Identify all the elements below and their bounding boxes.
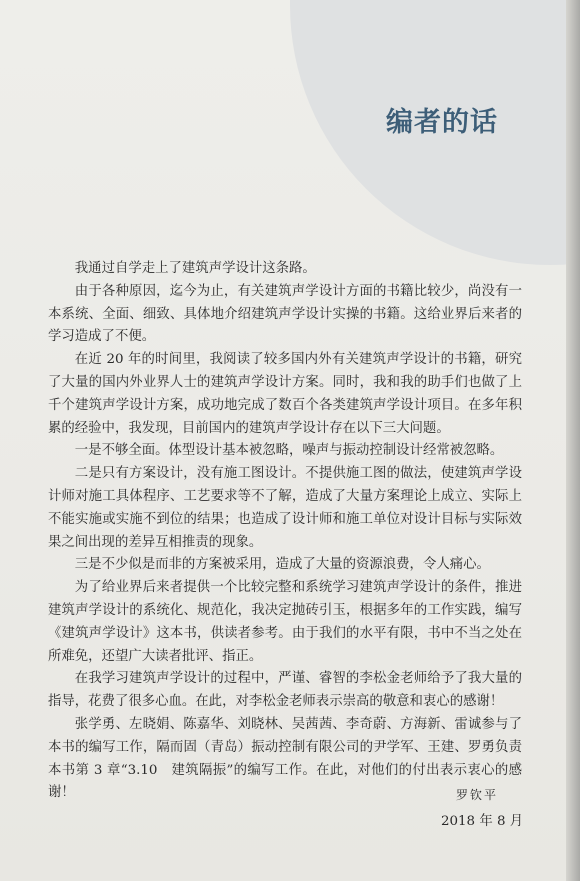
paragraph-8: 在我学习建筑声学设计的过程中，严谨、睿智的李松金老师给予了我大量的指导，花费了很多心血。在此，对李松金老师表示崇高的敬意和衷心的感谢！: [48, 671, 522, 710]
paragraph-6: 三是不少似是而非的方案被采用，造成了大量的资源浪费，令人痛心。: [74, 557, 490, 573]
preface-body: [48, 258, 522, 805]
page-title: 编者的话: [386, 107, 498, 138]
signature-date: 2018 年 8 月: [441, 814, 524, 829]
paragraph-2: 由于各种原因，迄今为止，有关建筑声学设计方面的书籍比较少，尚没有一本系统、全面、细致、具体地介绍建筑声学设计实操的书籍。这给业界后来者的学习造成了不便。: [48, 283, 522, 345]
paragraph-4: 一是不够全面。体型设计基本被忽略，噪声与振动控制设计经常被忽略。: [74, 443, 504, 459]
paragraph-7: 为了给业界后来者提供一个比较完整和系统学习建筑声学设计的条件，推进建筑声学设计的系统化、规范化，我决定抛砖引玉，根据多年的工作实践，编写《建筑声学设计》这本书，供读者参考。由于我们的水平有限，书中不当之处在所难免，还望广大读者批评、指正。: [48, 580, 522, 664]
paragraph-5: 二是只有方案设计，没有施工图设计。不提供施工图的做法，使建筑声学设计师对施工具体程序、工艺要求等不了解，造成了大量方案理论上成立、实际上不能实施或实施不到位的结果；也造成了设计师和施工单位对设计目标与实际效果之间出现的差异互相推责的现象。: [48, 466, 522, 550]
page-edge-shadow: [566, 0, 580, 881]
signature-name: 罗钦平: [456, 788, 499, 802]
paragraph-3: 在近 20 年的时间里，我阅读了较多国内外有关建筑声学设计的书籍，研究了大量的国内外业界人士的建筑声学设计方案。同时，我和我的助手们也做了上千个建筑声学设计方案，成功地完成了数百个各类建筑声学设计项目。在多年积累的经验中，我发现，目前国内的建筑声学设计存在以下三大问题。: [48, 352, 522, 436]
paragraph-9: 张学勇、左晓娟、陈嘉华、刘晓林、吴茜茜、李奇蔚、方海新、雷诚参与了本书的编写工作，隔而固（青岛）振动控制有限公司的尹学军、王建、罗勇负责本书第 3 章“3.10 建筑隔振”的编写工作。在此，对他们的付出表示衷心的感谢！: [48, 716, 522, 801]
paragraph-1: 我通过自学走上了建筑声学设计这条路。: [74, 261, 316, 276]
